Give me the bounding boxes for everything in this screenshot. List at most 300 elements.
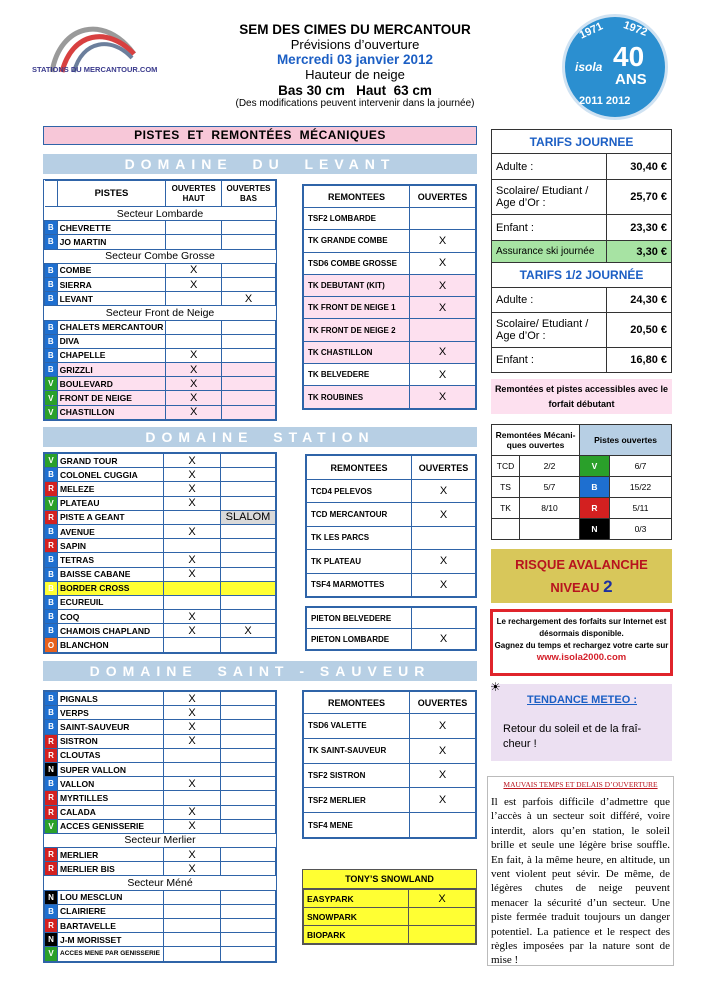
remontee-open — [412, 526, 476, 549]
piste-open-bas — [222, 277, 276, 291]
piste-row — [45, 377, 276, 391]
piste-open-bas: X — [222, 292, 276, 306]
mercantour-logo-text: STATIONS DU MERCANTOUR.COM — [32, 65, 158, 74]
piste-level-badge: B — [45, 692, 58, 706]
meteo-title: TENDANCE METEO : — [527, 694, 637, 706]
piste-open-haut — [164, 539, 221, 553]
piste-open-haut: X — [166, 377, 222, 391]
remontee-name: TK FRONT DE NEIGE 2 — [304, 319, 410, 341]
piste-open-bas — [222, 263, 276, 277]
piste-level-badge: R — [45, 482, 58, 496]
header-subtitle: Prévisions d’ouverture — [290, 36, 420, 52]
remontee-row — [304, 230, 476, 252]
piste-level-badge: B — [45, 263, 58, 277]
tarif-price: 24,30 € — [607, 288, 672, 313]
piste-level-badge: B — [45, 221, 58, 235]
piste-level-badge: R — [45, 510, 58, 524]
article-text: Il est parfois difficile d’admettre que l’accès à un secteur soit différé, voire interdit, alors qu’en station, le soleil brille et seule une légère brise souffle. En fait, à la même heure, en altitude, un vent violent peut sévir. De même, de légères chutes de neige peuvent menacer la sécurité d’un secteur. Une piste fermée traduit toujours un danger potentiel. La patience et le respect des règles imposées par la nature sont de mise ! — [491, 796, 670, 967]
piste-row — [45, 405, 276, 419]
piste-open-bas — [221, 706, 276, 720]
piste-name: MERLIER BIS — [58, 862, 164, 876]
piste-open-haut: X — [164, 454, 221, 468]
remontee-open: X — [410, 788, 476, 813]
article-title: MAUVAIS TEMPS ET DELAIS D’OUVERTURE — [503, 780, 658, 789]
piste-row — [45, 748, 276, 762]
piste-open-bas — [221, 762, 276, 776]
piste-name: CHAMOIS CHAPLAND — [58, 624, 164, 638]
remontee-name: TK ROUBINES — [304, 386, 410, 408]
piste-open-bas: X — [221, 624, 276, 638]
piste-level-badge: V — [45, 454, 58, 468]
piste-level-badge: R — [45, 805, 58, 819]
piste-open-haut — [164, 638, 221, 652]
piste-row — [45, 553, 276, 567]
piste-open-haut — [164, 762, 221, 776]
remontees-header: REMONTEES — [304, 186, 410, 208]
piste-row — [45, 221, 276, 235]
piste-name: CHALETS MERCANTOUR — [57, 320, 166, 334]
piste-open-haut — [164, 904, 221, 918]
piste-open-haut — [166, 221, 222, 235]
piste-level-badge: V — [45, 377, 58, 391]
piste-level-badge: B — [45, 777, 58, 791]
recap-pistes: 6/7 — [610, 456, 672, 477]
piste-name: CHAPELLE — [57, 348, 166, 362]
piste-row — [45, 468, 276, 482]
piste-name: BARTAVELLE — [58, 919, 164, 933]
piste-level-badge: N — [45, 762, 58, 776]
piste-open-bas: SLALOM — [221, 510, 276, 524]
avalanche-line2: NIVEAU — [550, 580, 600, 595]
tarif-label: Enfant : — [492, 215, 607, 241]
piste-row — [45, 720, 276, 734]
piste-open-bas — [221, 567, 276, 581]
levant-pistes-header — [45, 181, 276, 207]
piste-open-haut — [164, 919, 221, 933]
piste-level-badge: R — [45, 539, 58, 553]
piste-row — [45, 947, 276, 961]
piste-level-badge: B — [45, 706, 58, 720]
levant-remontees-table — [302, 184, 477, 410]
piste-row — [45, 539, 276, 553]
piste-open-bas — [221, 482, 276, 496]
piste-open-bas — [221, 748, 276, 762]
recap-remontees: 5/7 — [520, 477, 580, 498]
piste-name: CLAIRIERE — [58, 904, 164, 918]
piste-row — [45, 348, 276, 362]
piste-row — [45, 862, 276, 876]
piste-level-badge: B — [45, 320, 58, 334]
remontee-open — [410, 813, 476, 838]
piste-name: ACCES MENE PAR GENISSERIE — [58, 947, 164, 961]
ouvertes-header: OUVERTES — [410, 186, 476, 208]
piste-name: DIVA — [57, 334, 166, 348]
mercantour-logo — [30, 14, 175, 76]
piste-open-haut — [164, 890, 221, 904]
piste-row — [45, 777, 276, 791]
piste-level-badge: B — [45, 292, 58, 306]
recap-level-badge: V — [580, 456, 610, 477]
piste-open-bas — [222, 391, 276, 405]
snowland-open: X — [409, 890, 476, 908]
remontee-open — [410, 208, 476, 230]
pistes-header-bas: OUVERTES BAS — [222, 181, 276, 207]
sector-row — [45, 249, 276, 263]
remontee-open: X — [412, 550, 476, 573]
piste-level-badge: B — [45, 624, 58, 638]
piste-name: CHASTILLON — [57, 405, 166, 419]
piste-name: MELEZE — [58, 482, 164, 496]
remontee-name: TSD6 COMBE GROSSE — [304, 252, 410, 274]
piste-name: ECUREUIL — [58, 595, 164, 609]
header-date: Mercredi 03 janvier 2012 — [276, 52, 434, 68]
piste-row — [45, 610, 276, 624]
logo-year-1971: 1971 — [577, 20, 605, 42]
piste-name: CALADA — [58, 805, 164, 819]
pistes-header-name: PISTES — [57, 181, 166, 207]
recharge-box — [490, 609, 673, 676]
recharge-line2: Gagnez du temps et rechargez votre carte sur — [494, 641, 669, 650]
piste-row — [45, 805, 276, 819]
piste-row — [45, 524, 276, 538]
pieton-open — [412, 608, 476, 629]
sauveur-remontees-header: REMONTEES — [304, 692, 410, 714]
piste-open-bas — [222, 405, 276, 419]
pietons-table — [305, 606, 477, 651]
piste-open-bas — [221, 454, 276, 468]
piste-open-haut: X — [164, 777, 221, 791]
remontee-open: X — [410, 297, 476, 319]
piste-open-haut: X — [164, 734, 221, 748]
station-pistes-table — [43, 452, 277, 654]
pieton-open: X — [412, 629, 476, 650]
remontee-row — [304, 252, 476, 274]
station-remontees-table — [305, 454, 477, 598]
sector-row — [45, 306, 276, 320]
article-box — [487, 776, 674, 966]
piste-row — [45, 334, 276, 348]
piste-name: J-M MORISSET — [58, 933, 164, 947]
remontee-row — [307, 526, 476, 549]
piste-name: COQ — [58, 610, 164, 624]
piste-open-haut: X — [164, 524, 221, 538]
remontee-open: X — [410, 364, 476, 386]
piste-level-badge: R — [45, 848, 58, 862]
remontee-row — [304, 763, 476, 788]
piste-open-bas — [221, 638, 276, 652]
piste-level-badge: R — [45, 919, 58, 933]
remontee-name: TCD MERCANTOUR — [307, 503, 412, 526]
piste-open-bas — [221, 468, 276, 482]
piste-level-badge: N — [45, 890, 58, 904]
piste-row — [45, 762, 276, 776]
piste-open-haut: X — [164, 848, 221, 862]
recap-header-remontees: Remontées Mécani-ques ouvertes — [492, 425, 580, 456]
snowland-name: BIOPARK — [304, 926, 409, 944]
piste-open-bas — [221, 890, 276, 904]
snowland-row — [304, 890, 476, 908]
sector-row — [45, 833, 276, 847]
sauveur-ouvertes-header: OUVERTES — [410, 692, 476, 714]
remontee-open: X — [412, 573, 476, 596]
piste-open-haut: X — [166, 405, 222, 419]
piste-level-badge: B — [45, 610, 58, 624]
tarif-label: Adulte : — [492, 154, 607, 180]
tarif-label: Assurance ski journée — [492, 241, 607, 263]
piste-row — [45, 391, 276, 405]
piste-name: SAINT-SAUVEUR — [58, 720, 164, 734]
piste-row — [45, 919, 276, 933]
piste-name: VERPS — [58, 706, 164, 720]
meteo-text: Retour du soleil et de la fraî-cheur ! — [503, 723, 642, 750]
piste-open-bas — [222, 334, 276, 348]
tarifs-demi-title: TARIFS 1/2 JOURNÉE — [492, 263, 672, 288]
piste-open-bas — [221, 805, 276, 819]
piste-open-bas — [222, 235, 276, 249]
remontee-open: X — [410, 230, 476, 252]
remontee-row — [304, 364, 476, 386]
remontee-row — [304, 738, 476, 763]
recap-pistes: 15/22 — [610, 477, 672, 498]
tarifs-journee-title: TARIFS JOURNEE — [492, 130, 672, 154]
piste-name: LOU MESCLUN — [58, 890, 164, 904]
piste-open-bas — [221, 862, 276, 876]
piste-open-haut: X — [164, 610, 221, 624]
recap-remontees — [520, 519, 580, 540]
piste-level-badge: B — [45, 277, 58, 291]
piste-row — [45, 454, 276, 468]
piste-open-bas — [221, 919, 276, 933]
piste-level-badge: B — [45, 553, 58, 567]
piste-name: TETRAS — [58, 553, 164, 567]
piste-row — [45, 363, 276, 377]
piste-open-haut — [164, 791, 221, 805]
sector-row — [45, 876, 276, 890]
piste-open-bas — [221, 791, 276, 805]
logo-word: ANS — [615, 71, 647, 88]
piste-open-bas — [221, 819, 276, 833]
station-ouvertes-header: OUVERTES — [412, 456, 476, 480]
pistes-header-haut: OUVERTES HAUT — [166, 181, 222, 207]
piste-name: SUPER VALLON — [58, 762, 164, 776]
tarif-label: Scolaire/ Etudiant / Age d’Or : — [492, 180, 607, 215]
remontee-name: TSF2 SISTRON — [304, 763, 410, 788]
piste-name: GRAND TOUR — [58, 454, 164, 468]
remontee-row — [304, 274, 476, 296]
piste-open-bas — [221, 734, 276, 748]
tarif-price: 23,30 € — [607, 215, 672, 241]
remontee-row — [307, 573, 476, 596]
piste-name: SAPIN — [58, 539, 164, 553]
remontee-open — [410, 319, 476, 341]
remontee-row — [304, 319, 476, 341]
piste-name: VALLON — [58, 777, 164, 791]
piste-row — [45, 235, 276, 249]
piste-row — [45, 581, 276, 595]
remontee-row — [304, 714, 476, 739]
piste-open-bas — [221, 947, 276, 961]
piste-level-badge: B — [45, 567, 58, 581]
remontee-name: TSF4 MARMOTTES — [307, 573, 412, 596]
pieton-row — [307, 608, 476, 629]
piste-open-haut: X — [166, 348, 222, 362]
piste-level-badge: B — [45, 235, 58, 249]
isola-40-logo — [562, 14, 668, 120]
piste-open-haut: X — [164, 553, 221, 567]
piste-row — [45, 638, 276, 652]
piste-row — [45, 791, 276, 805]
remontee-name: TK SAINT-SAUVEUR — [304, 738, 410, 763]
remontee-row — [307, 480, 476, 503]
piste-name: COLONEL CUGGIA — [58, 468, 164, 482]
piste-open-haut: X — [166, 363, 222, 377]
piste-open-haut: X — [164, 567, 221, 581]
recap-level-badge: B — [580, 477, 610, 498]
piste-open-haut — [166, 334, 222, 348]
meteo-box — [490, 680, 672, 761]
recap-table — [491, 424, 672, 540]
piste-level-badge: R — [45, 748, 58, 762]
piste-name: BLANCHON — [58, 638, 164, 652]
piste-level-badge: V — [45, 391, 58, 405]
piste-open-bas — [221, 595, 276, 609]
piste-open-bas — [222, 221, 276, 235]
piste-open-bas — [222, 320, 276, 334]
logo-number: 40 — [613, 41, 645, 72]
piste-level-badge: B — [45, 363, 58, 377]
domain-station-title: DOMAINE STATION — [43, 427, 477, 447]
remontee-name: TK DEBUTANT (KIT) — [304, 274, 410, 296]
piste-name: BORDER CROSS — [58, 581, 164, 595]
remontee-name: TSF2 LOMBARDE — [304, 208, 410, 230]
sauveur-pistes-table — [43, 690, 277, 963]
remontee-name: TSD6 VALETTE — [304, 714, 410, 739]
recap-row — [492, 519, 672, 540]
piste-level-badge: R — [45, 734, 58, 748]
piste-open-bas — [221, 933, 276, 947]
remontee-open: X — [412, 480, 476, 503]
sector-name: Secteur Lombarde — [45, 207, 276, 221]
recap-type: TK — [492, 498, 520, 519]
piste-row — [45, 263, 276, 277]
piste-level-badge: V — [45, 819, 58, 833]
logo-brand: isola — [575, 60, 603, 74]
piste-row — [45, 734, 276, 748]
recap-row — [492, 456, 672, 477]
remontee-open: X — [410, 274, 476, 296]
piste-level-badge: B — [45, 595, 58, 609]
pieton-name: PIETON LOMBARDE — [307, 629, 412, 650]
recharge-url[interactable]: www.isola2000.com — [536, 652, 627, 663]
tarif-price: 3,30 € — [607, 241, 672, 263]
piste-name: MYRTILLES — [58, 791, 164, 805]
piste-row — [45, 624, 276, 638]
recap-type: TCD — [492, 456, 520, 477]
piste-open-haut — [166, 235, 222, 249]
recap-pistes: 5/11 — [610, 498, 672, 519]
remontee-name: TK GRANDE COMBE — [304, 230, 410, 252]
header-title: SEM DES CIMES DU MERCANTOUR — [239, 22, 471, 37]
remontee-row — [304, 386, 476, 408]
recharge-line1: Le rechargement des forfaits sur Internet est désormais disponible. — [496, 617, 667, 638]
piste-level-badge: V — [45, 405, 58, 419]
recap-remontees: 8/10 — [520, 498, 580, 519]
levant-pistes-table — [43, 179, 277, 421]
piste-level-badge: B — [45, 468, 58, 482]
pieton-name: PIETON BELVEDERE — [307, 608, 412, 629]
piste-open-haut — [164, 947, 221, 961]
recap-header-pistes: Pistes ouvertes — [580, 425, 672, 456]
remontee-open: X — [410, 738, 476, 763]
piste-row — [45, 848, 276, 862]
piste-level-badge: N — [45, 933, 58, 947]
avalanche-line1: RISQUE AVALANCHE — [515, 557, 648, 572]
remontee-row — [304, 208, 476, 230]
remontee-open: X — [410, 714, 476, 739]
recap-remontees: 2/2 — [520, 456, 580, 477]
piste-row — [45, 482, 276, 496]
tarif-label: Scolaire/ Etudiant / Age d’Or : — [492, 313, 607, 348]
remontee-row — [307, 503, 476, 526]
piste-name: PIGNALS — [58, 692, 164, 706]
remontee-row — [304, 297, 476, 319]
piste-level-badge: B — [45, 348, 58, 362]
remontee-row — [304, 341, 476, 363]
piste-open-haut: X — [166, 277, 222, 291]
piste-open-bas — [222, 363, 276, 377]
piste-name: PLATEAU — [58, 496, 164, 510]
remontee-row — [304, 813, 476, 838]
header-snow-label: Hauteur de neige — [305, 66, 405, 82]
piste-row — [45, 510, 276, 524]
piste-level-badge: B — [45, 581, 58, 595]
piste-open-haut — [164, 748, 221, 762]
remontee-open: X — [410, 386, 476, 408]
sector-name: Secteur Méné — [45, 876, 276, 890]
station-remontees-header: REMONTEES — [307, 456, 412, 480]
piste-open-bas — [221, 610, 276, 624]
snowland-table — [302, 869, 477, 945]
piste-name: SIERRA — [57, 277, 166, 291]
piste-name: PISTE A GEANT — [58, 510, 164, 524]
piste-open-haut — [164, 510, 221, 524]
main-heading: PISTES ET REMONTÉES MÉCANIQUES — [43, 126, 477, 145]
sector-name: Secteur Merlier — [45, 833, 276, 847]
piste-row — [45, 933, 276, 947]
header-snow-values: Bas 30 cm Haut 63 cm — [278, 82, 432, 98]
remontee-name: TK BELVEDERE — [304, 364, 410, 386]
remontee-open: X — [412, 503, 476, 526]
piste-name: MERLIER — [58, 848, 164, 862]
piste-level-badge: B — [45, 334, 58, 348]
piste-row — [45, 567, 276, 581]
remontee-name: TSF4 MENE — [304, 813, 410, 838]
piste-open-haut: X — [164, 468, 221, 482]
piste-name: GRIZZLI — [57, 363, 166, 377]
piste-open-haut — [164, 933, 221, 947]
recap-type: TS — [492, 477, 520, 498]
sun-icon: ☀ — [490, 680, 501, 694]
piste-open-haut — [164, 581, 221, 595]
snowland-row — [304, 908, 476, 926]
piste-open-bas — [221, 553, 276, 567]
piste-open-bas — [221, 848, 276, 862]
piste-row — [45, 692, 276, 706]
piste-row — [45, 595, 276, 609]
piste-name: CHEVRETTE — [57, 221, 166, 235]
piste-open-bas — [221, 539, 276, 553]
piste-open-bas — [222, 348, 276, 362]
